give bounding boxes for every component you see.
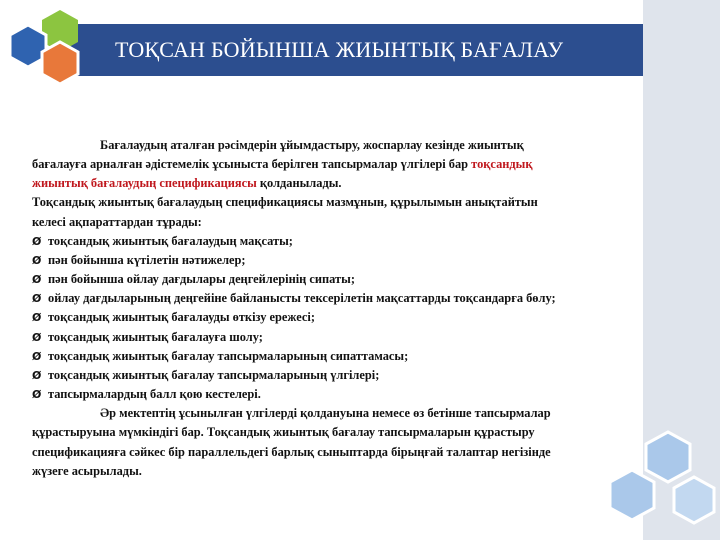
spec-paragraph [32,193,632,231]
bullet-arrow-icon: Ø [32,273,42,287]
spec-line-1: Тоқсандық жиынтық бағалаудың спецификациясы мазмұнын, құрылымын анықтайтын [32,195,538,210]
bullet-arrow-icon: Ø [32,368,42,382]
intro-line-2: бағалауға арналған әдістемелік ұсыныста берілген тапсырмалар үлгілері бар [32,157,472,172]
list-item-text: тоқсандық жиынтық бағалауды өткізу ережесі; [48,310,315,325]
bullet-arrow-icon: Ø [32,234,42,248]
list-item-text: пән бойынша күтілетін нәтижелер; [48,252,246,267]
intro-line-1: Бағалаудың аталған рәсімдерін ұйымдастыру, жоспарлау кезінде жиынтық [100,138,524,152]
list-item [32,366,632,385]
closing-paragraph [32,404,632,481]
list-item [32,385,632,404]
closing-line-2: құрастыруына мүмкіндігі бар. Тоқсандық жиынтық бағалау тапсырмаларын құрастыру [32,425,535,440]
spec-line-2: келесі ақпараттардан тұрады: [32,214,202,229]
list-item-text: тоқсандық жиынтық бағалау тапсырмаларының сипаттамасы; [48,348,409,363]
bullet-list [32,232,632,404]
light-blue-hexagon [646,432,690,482]
list-item-text: тоқсандық жиынтық бағалаудың мақсаты; [48,233,293,248]
closing-line-3: спецификацияға сәйкес бір параллельдегі барлық сыныптарда бірыңғай талаптар негізінде [32,444,551,459]
list-item [32,270,632,289]
closing-line-4: жүзеге асырылады. [32,463,142,478]
bullet-arrow-icon: Ø [32,311,42,325]
list-item-text: пән бойынша ойлау дағдылары деңгейлерінің сипаты; [48,272,355,287]
bullet-arrow-icon: Ø [32,349,42,363]
intro-end: қолданылады. [256,176,342,191]
bullet-arrow-icon: Ø [32,292,42,306]
list-item [32,347,632,366]
intro-line-2-wrap [32,155,632,174]
list-item-text: тоқсандық жиынтық бағалау тапсырмаларының үлгілері; [48,367,380,382]
intro-paragraph [32,136,632,193]
closing-line-1: Әр мектептің ұсынылған үлгілерді қолдануына немесе өз бетінше тапсырмалар [100,406,551,421]
bullet-arrow-icon: Ø [32,330,42,344]
highlight-quarterly: тоқсандық [471,157,533,172]
slide-title: ТОҚСАН БОЙЫНША ЖИЫНТЫҚ БАҒАЛАУ [115,37,564,62]
list-item-text: ойлау дағдыларының деңгейіне байланысты тексерілетін мақсаттарды тоқсандарға бөлу; [48,291,556,306]
light-blue-hexagon [674,477,714,523]
highlight-specification: жиынтық бағалаудың спецификациясы [32,176,257,191]
intro-line-3-wrap [32,174,632,193]
hexagon-cluster-top [0,0,120,110]
list-item-text: тапсырмалардың балл қою кестелері. [48,387,261,402]
bullet-arrow-icon: Ø [32,253,42,267]
orange-hexagon [42,42,78,84]
list-item [32,328,632,347]
list-item-text: тоқсандық жиынтық бағалауға шолу; [48,329,263,344]
list-item [32,289,632,308]
list-item [32,308,632,327]
list-item [32,251,632,270]
slide-body [32,136,632,481]
bullet-arrow-icon: Ø [32,388,42,402]
list-item [32,232,632,251]
